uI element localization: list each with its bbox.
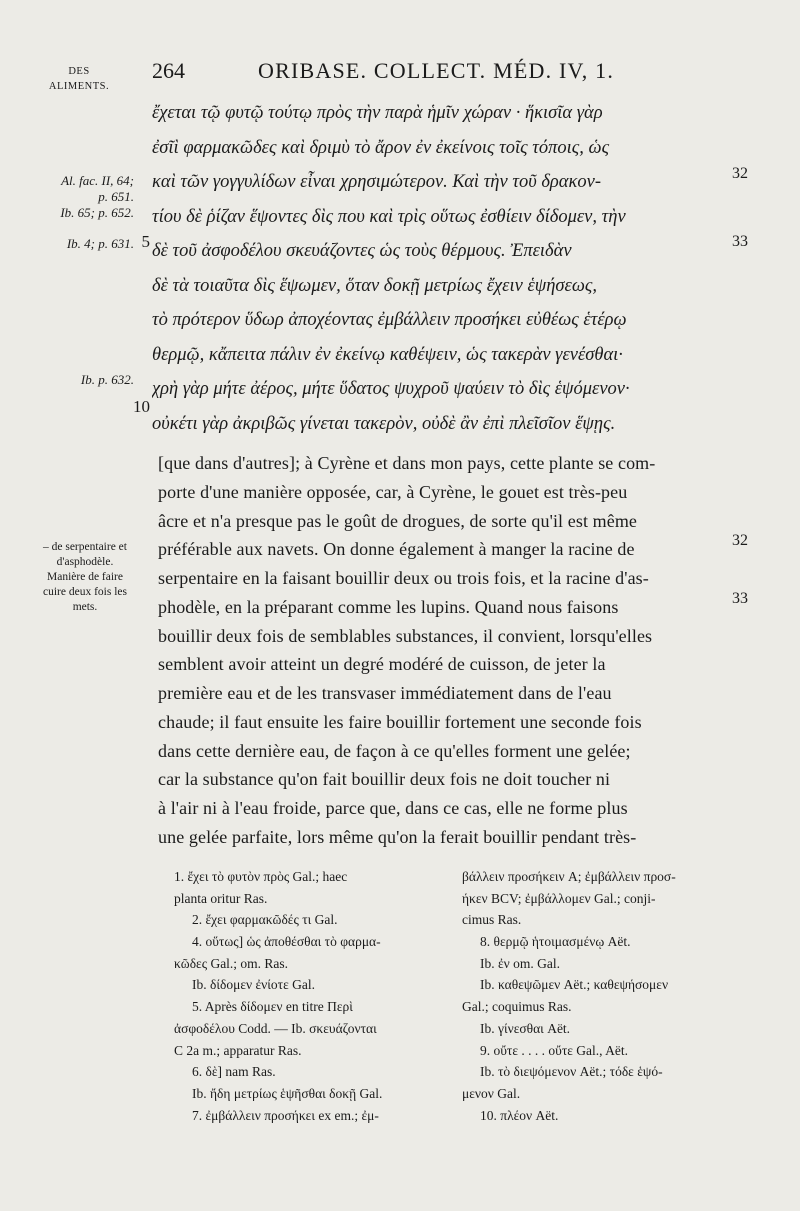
note-line: 9. οὔτε . . . . οὔτε Gal., Aët. xyxy=(480,1042,629,1058)
greek-line: καὶ τῶν γογγυλίδων εἶναι χρησιμώτερον. Καὶ τὴν τοῦ δρακον- xyxy=(152,172,602,192)
note-line: 8. θερμῷ ἡτοιμασμένῳ Aët. xyxy=(480,934,631,950)
note-line: Gal.; coquimus Ras. xyxy=(462,999,572,1015)
french-line: première eau et de les transvaser immédiatement dans de l'eau xyxy=(158,683,612,703)
section-number: 32 xyxy=(732,165,748,182)
note-line: μενον Gal. xyxy=(462,1085,521,1101)
note-line: βάλλειν προσήκειν A; ἐμβάλλειν προσ- xyxy=(462,869,676,884)
note-line: Ib. καθεψῶμεν Aët.; καθεψήσομεν xyxy=(480,977,669,993)
note-line: 5. Après δίδομεν en titre Περὶ xyxy=(192,999,353,1015)
greek-line: χρὴ γὰρ μήτε ἀέρος, μήτε ὕδατος ψυχροῦ ψαύειν τὸ δὶς ἑψόμενον· xyxy=(152,379,630,399)
greek-text-block xyxy=(152,96,737,441)
margin-ref-al-fac xyxy=(24,173,134,205)
french-translation-block xyxy=(158,449,734,852)
french-line: serpentaire en la faisant bouillir deux ou trois fois, et la racine d'as- xyxy=(158,568,649,588)
greek-line: δὲ τοῦ ἀσφοδέλου σκευάζοντες ὡς τοὺς θέρμους. Ἐπειδὰν xyxy=(152,241,572,261)
french-line: semblent avoir atteint un degré modéré de cuisson, de jeter la xyxy=(158,654,606,675)
note-line: Ib. τὸ διεψόμενον Aët.; τόδε ἑψό- xyxy=(480,1064,663,1080)
margin-ref-line: Al. fac. II, 64; xyxy=(61,173,134,188)
page-header xyxy=(0,58,800,92)
page-number: 264 xyxy=(152,58,185,83)
section-number: 32 xyxy=(732,532,748,549)
french-line: phodèle, en la préparant comme les lupins. Quand nous faisons xyxy=(158,596,619,617)
note-line: planta oritur Ras. xyxy=(174,890,268,906)
section-number: 33 xyxy=(732,233,748,250)
french-line: chaude; il faut ensuite les faire bouillir fortement une seconde fois xyxy=(158,711,642,732)
apparatus-notes-right xyxy=(462,866,747,1126)
greek-line: ἐσῖὶ φαρμακῶδες καὶ δριμὺ τὸ ἄρον ἐν ἐκείνοις τοῖς τόποις, ὡς xyxy=(152,137,610,158)
margin-ref-ib-65: Ib. 65; p. 652. xyxy=(60,205,134,220)
note-line: C 2a m.; apparatur Ras. xyxy=(174,1042,302,1058)
margin-ref-line: p. 651. xyxy=(98,189,134,204)
margin-summary-note: – de serpentaire et d'asphodèle. Manière de faire cuire deux fois les mets. xyxy=(43,541,127,613)
french-line: dans cette dernière eau, de façon à ce qu'elles forment une gelée; xyxy=(158,740,631,761)
greek-line: ἔχεται τῷ φυτῷ τούτῳ πρὸς τὴν παρὰ ἡμῖν χώραν · ἥκισῖα γὰρ xyxy=(152,103,603,123)
note-line: 10. πλέον Aët. xyxy=(480,1107,559,1123)
note-line: Ib. ἐν om. Gal. xyxy=(480,955,561,971)
french-line: âcre et n'a presque pas le goût de drogues, de sorte qu'il est même xyxy=(158,510,638,531)
line-number-10: 10 xyxy=(133,397,150,416)
running-title: ORIBASE. COLLECT. MÉD. IV, 1. xyxy=(258,58,615,83)
note-line: ήκεν BCV; ἐμβάλλομεν Gal.; conji- xyxy=(462,890,656,906)
french-line: bouillir deux fois de semblables substances, il convient, lorsqu'elles xyxy=(158,625,653,646)
greek-line: δὲ τὰ τοιαῦτα δὶς ἕψωμεν, ὅταν δοκῇ μετρίως ἔχειν ἑψήσεως, xyxy=(152,275,598,296)
note-line: ἀσφοδέλου Codd. — Ib. σκευάζονται xyxy=(174,1020,377,1036)
note-line: Ib. δίδομεν ἐνίοτε Gal. xyxy=(192,977,315,993)
french-line: car la substance qu'on fait bouillir deux fois ne doit toucher ni xyxy=(158,769,611,790)
note-line: κῶδες Gal.; om. Ras. xyxy=(174,955,289,971)
greek-line: τίου δὲ ῥίζαν ἕψοντες δὶς πoυ καὶ τρὶς οὕτως ἐσθίειν δίδομεν, τὴν xyxy=(152,206,626,227)
note-line: 2. ἔχει φαρμακῶδές τι Gal. xyxy=(192,912,338,928)
greek-line: τὸ πρότερον ὕδωρ ἀποχέοντας ἐμβάλλειν προσήκει εὐθέως ἑτέρῳ xyxy=(152,310,627,330)
note-line: 7. ἐμβάλλειν προσήκει ex em.; ἐμ- xyxy=(192,1107,379,1123)
french-line: porte d'une manière opposée, car, à Cyrène, le gouet est très-peu xyxy=(158,481,628,502)
greek-line: οὐκέτι γὰρ ἀκριβῶς γίνεται τακερὸν, οὐδὲ ἂν ἐπὶ πλεῖσῖον ἕψῃς. xyxy=(152,413,616,434)
side-section-label: DES ALIMENTS. xyxy=(48,66,110,92)
note-line: 4. οὕτως] ὡς ἀποθέσθαι τὸ φαρμα- xyxy=(192,934,381,950)
margin-ref-ib-632: Ib. p. 632. xyxy=(80,372,134,387)
note-line: Ib. γίνεσθαι Aët. xyxy=(480,1020,571,1036)
apparatus-notes-left xyxy=(174,866,454,1126)
greek-line: θερμῷ, κἄπειτα πάλιν ἐν ἐκείνῳ καθέψειν, ὡς τακερὰν γενέσθαι· xyxy=(152,344,623,365)
french-line: préférable aux navets. On donne également à manger la racine de xyxy=(158,539,635,560)
note-line: cimus Ras. xyxy=(462,912,522,928)
margin-ref-ib-4: Ib. 4; p. 631. xyxy=(66,236,134,251)
french-line: une gelée parfaite, lors même qu'on la ferait bouillir pendant très- xyxy=(158,826,637,847)
line-number-5: 5 xyxy=(141,232,150,251)
note-line: 6. δὲ] nam Ras. xyxy=(192,1064,276,1080)
french-line: à l'air ni à l'eau froide, parce que, dans ce cas, elle ne forme plus xyxy=(158,798,628,818)
note-line: 1. ἔχει τὸ φυτὸν πρὸς Gal.; haec xyxy=(174,869,348,884)
section-number: 33 xyxy=(732,590,748,607)
french-line: [que dans d'autres]; à Cyrène et dans mon pays, cette plante se com- xyxy=(158,453,656,473)
note-line: Ib. ἤδη μετρίως ἑψῆσθαι δοκῇ Gal. xyxy=(192,1085,383,1101)
